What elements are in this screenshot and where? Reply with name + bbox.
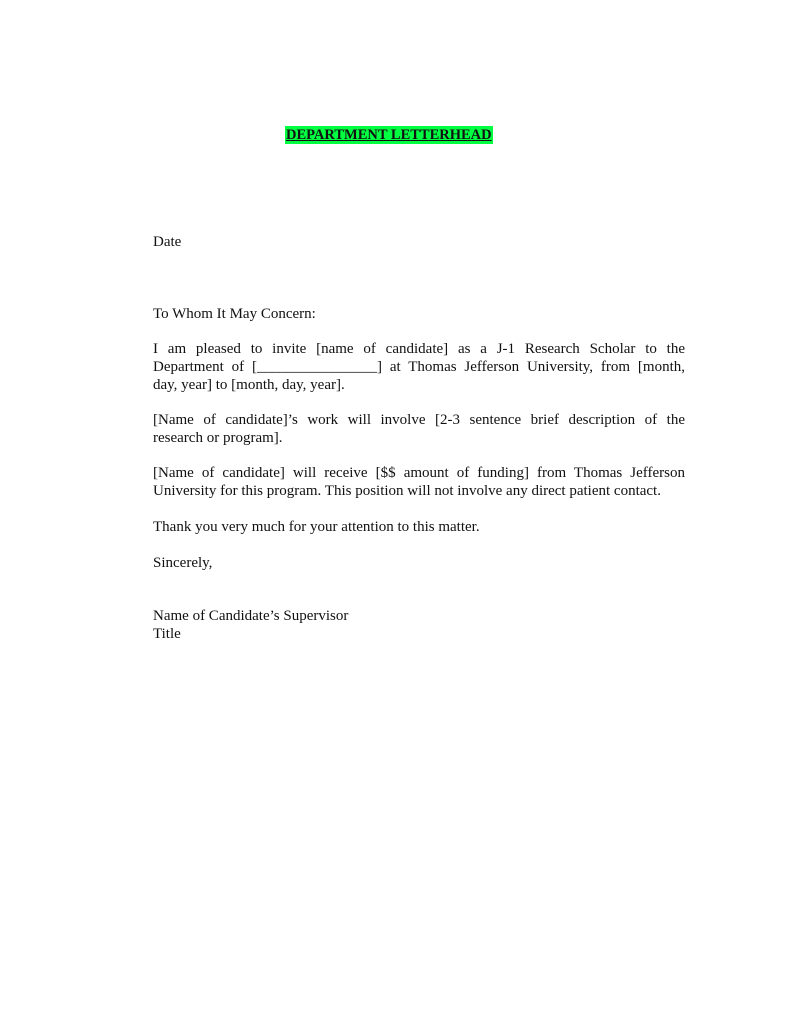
signature-block: [153, 607, 685, 643]
paragraph-invitation: [153, 340, 685, 394]
paragraph-line: [Name of candidate]’s work will involve [2-3 sentence brief description of the: [153, 412, 685, 428]
paragraph-line: day, year] to [month, day, year].: [153, 377, 345, 393]
paragraph-line: I am pleased to invite [name of candidate] as a J-1 Research Scholar to the: [153, 341, 685, 357]
supervisor-title: Title: [153, 626, 181, 642]
supervisor-name: Name of Candidate’s Supervisor: [153, 608, 349, 624]
paragraph-line: [Name of candidate] will receive [$$ amount of funding] from Thomas Jefferson: [153, 465, 685, 481]
paragraph-funding: [153, 464, 685, 500]
paragraph-line: research or program].: [153, 430, 283, 446]
salutation: To Whom It May Concern:: [153, 306, 316, 322]
date-line: Date: [153, 234, 182, 250]
paragraph-work-description: [153, 411, 685, 447]
thanks-line: Thank you very much for your attention to this matter.: [153, 519, 480, 535]
department-letterhead: DEPARTMENT LETTERHEAD: [286, 127, 492, 143]
closing: Sincerely,: [153, 555, 213, 571]
paragraph-line: Department of [________________] at Thomas Jefferson University, from [month,: [153, 359, 685, 375]
paragraph-line: University for this program. This position will not involve any direct patient contact.: [153, 483, 661, 499]
